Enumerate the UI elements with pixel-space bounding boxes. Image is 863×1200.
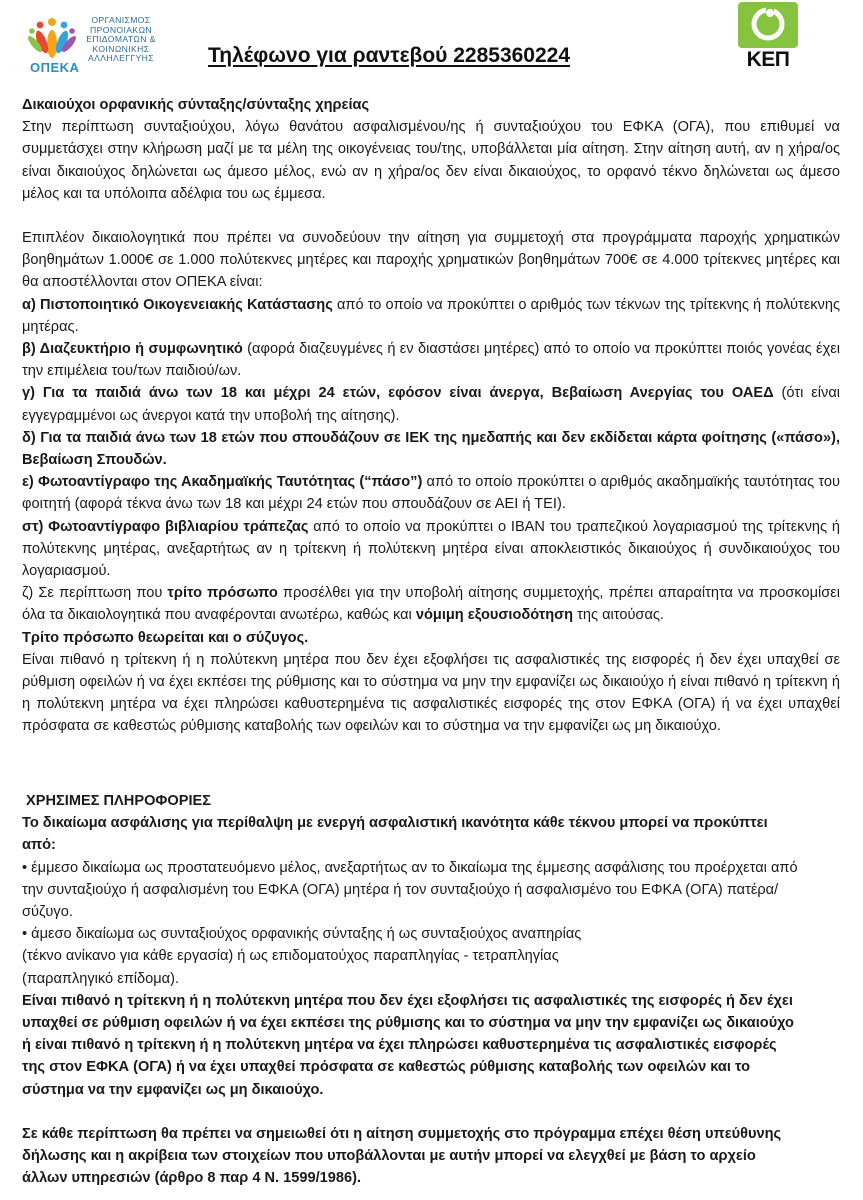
opeka-logo [28, 14, 168, 74]
requirement-b [22, 338, 840, 382]
opeka-org-line: ΠΡΟΝΟΙΑΚΩΝ [90, 24, 152, 35]
requirement-text: (ότι είναι εγγεγραμμένοι ως άνεργοι κατά την υποβολή της αίτησης). [22, 385, 840, 424]
requirement-c [22, 382, 840, 426]
emphasis: τρίτο πρόσωπο [167, 585, 278, 602]
requirement-title: α) Πιστοποιητικό Οικογενειακής Κατάστασης [22, 296, 333, 313]
final-note: Σε κάθε περίπτωση θα πρέπει να σημειωθεί ότι η αίτηση συμμετοχής στο πρόγραμμα επέχει θέση υπεύθυνης δήλωσης και η ακρίβεια των στοιχείων που υποβάλλονται με αυτήν μπορεί να ελεγχθεί με βάση το αρχείο άλλων υπηρεσιών (άρθρο 8 παρ 4 Ν. 1599/1986). [22, 1125, 782, 1187]
opeka-org-name [78, 16, 164, 64]
useful-info-section [22, 790, 802, 1189]
paragraph: Επιπλέον δικαιολογητικά που πρέπει να συνοδεύουν την αίτηση για συμμετοχή στα προγράμματα παροχής χρηματικών βοηθημάτων 1.000€ σε 1.000 πολύτεκνες μητέρες και παροχής χρηματικών βοηθημάτων 700€ σε 4.000 τρίτεκνες μητέρες και θα αποστέλλονται στον ΟΠΕΚΑ είναι: [22, 230, 840, 291]
page-header [0, 0, 863, 90]
requirement-text: (αφορά διαζευγμένες ή εν διαστάσει μητέρες) από το οποίο να προκύπτει ποιός γονέας έχει την επιμέλεια του/των παιδιού/ων. [22, 341, 840, 380]
requirement-text: ζ) Σε περίπτωση που [22, 585, 168, 602]
requirement-title: γ) Για τα παιδιά άνω των 18 και μέχρι 24 ετών, εφόσον είναι άνεργα, Βεβαίωση Ανεργίας του ΟΑΕΔ [22, 385, 774, 402]
opeka-people-icon [28, 14, 76, 60]
requirement-a [22, 294, 840, 338]
kep-logo [738, 2, 802, 74]
opeka-org-line: ΕΠΙΔΟΜΑΤΩΝ & [86, 34, 156, 45]
opeka-org-line: ΚΟΙΝΩΝΙΚΗΣ [92, 43, 150, 54]
requirement-title: β) Διαζευκτήριο ή συμφωνητικό [22, 341, 243, 358]
kep-emblem-icon [738, 2, 798, 48]
warning-text: Είναι πιθανό η τρίτεκνη ή η πολύτεκνη μητέρα που δεν έχει εξοφλήσει τις ασφαλιστικές της εισφορές ή δεν έχει υπαχθεί σε ρύθμιση οφειλών ή να έχει εκπέσει της ρύθμισης και το σύστημα να μην την εμφανίζει ως δικαιούχο ή είναι πιθανό η τρίτεκνη ή η πολύτεκνη μητέρα να έχει πληρώσει καθυστερημένα τις ασφαλιστικές εισφορές της στον ΕΦΚΑ (ΟΓΑ) ή να έχει υπαχθεί πρόσφατα σε καθεστώς ρύθμισης καταβολής των οφειλών και το σύστημα να την εμφανίζει ως μη δικαιούχο. [22, 992, 794, 1098]
bullet-item-line: (τέκνο ανίκανο για κάθε εργασία) ή ως επιδοματούχος παραπληγίας - τετραπληγίας [22, 948, 559, 965]
opeka-name: ΟΠΕΚΑ [30, 60, 80, 75]
paragraph: Στην περίπτωση συνταξιούχου, λόγω θανάτου ασφαλισμένου/ης ή συνταξιούχου του ΕΦΚΑ (ΟΓΑ), που επιθυμεί να συμμετάσχει στην κλήρωση μαζί με τα μέλη της οικογένειας του/της, υποβάλλεται μία αίτηση. Στην αίτηση αυτή, αν η χήρα/ος είναι δικαιούχος δηλώνεται ως άμεσο μέλος, ενώ αν η χήρα/ος δεν είναι δικαιούχος, το ορφανό τέκνο δηλώνεται ως άμεσο μέλος και τα υπόλοιπα αδέλφια του ως έμμεσα. [22, 119, 840, 202]
kep-name: ΚΕΠ [746, 48, 790, 71]
requirement-text: από το οποίο προκύπτει ο αριθμός ακαδημαϊκής ταυτότητας του φοιτητή (αφορά τέκνα άνω των 18 και μέχρι 24 ετών που σπουδάζουν σε ΑΕΙ ή ΤΕΙ). [22, 474, 840, 513]
third-party-note: Τρίτο πρόσωπο θεωρείται και ο σύζυγος. [22, 629, 309, 646]
bullet-item: • άμεσο δικαίωμα ως συνταξιούχος ορφανικής σύνταξης ή ως συνταξιούχος αναπηρίας [22, 926, 582, 943]
requirement-title: ε) Φωτοαντίγραφο της Ακαδημαϊκής Ταυτότητας (“πάσο”) [22, 474, 423, 491]
appointment-phone-title: Τηλέφωνο για ραντεβού 2285360224 [208, 44, 571, 67]
requirement-st [22, 516, 840, 583]
section-heading: Δικαιούχοι ορφανικής σύνταξης/σύνταξης χηρείας [22, 97, 370, 113]
section-heading: ΧΡΗΣΙΜΕΣ ΠΛΗΡΟΦΟΡΙΕΣ [26, 793, 212, 809]
opeka-org-line: ΟΡΓΑΝΙΣΜΟΣ [91, 15, 151, 25]
requirement-text: της αιτούσας. [573, 607, 664, 624]
paragraph: Είναι πιθανό η τρίτεκνη ή η πολύτεκνη μητέρα που δεν έχει εξοφλήσει τις ασφαλιστικές της εισφορές ή δεν έχει υπαχθεί σε ρύθμιση οφειλών ή να έχει εκπέσει της ρύθμισης και το σύστημα να μην την εμφανίζει ως δικαιούχο ή είναι πιθανό η τρίτεκνη ή η πολύτεκνη μητέρα να έχει πληρώσει καθυστερημένα τις ασφαλιστικές εισφορές της στον ΕΦΚΑ (ΟΓΑ) ή να έχει υπαχθεί πρόσφατα σε καθεστώς ρύθμισης καταβολής των οφειλών και το σύστημα να την εμφανίζει ως μη δικαιούχο. [22, 651, 840, 735]
requirement-text: προσέλθει για την υποβολή αίτησης συμμετοχής, πρέπει απαραίτητα να προσκομίσει όλα τα δικαιολογητικά που αναφέρονται ανωτέρω, καθώς και [22, 585, 841, 624]
bullet-item-line: (παραπληγικό επίδομα). [22, 970, 180, 987]
intro-text: Το δικαίωμα ασφάλισης για περίθαλψη με ενεργή ασφαλιστική ικανότητα κάθε τέκνου μπορεί να προκύπτει από: [22, 815, 768, 854]
requirement-d: δ) Για τα παιδιά άνω των 18 ετών που σπουδάζουν σε ΙΕΚ της ημεδαπής και δεν εκδίδεται κάρτα φοίτησης («πάσο»), Βεβαίωση Σπουδών. [22, 429, 840, 469]
requirement-title: στ) Φωτοαντίγραφο βιβλιαρίου τράπεζας [22, 518, 309, 535]
requirement-e [22, 471, 840, 515]
emphasis: νόμιμη εξουσιοδότηση [415, 607, 574, 624]
opeka-org-line: ΑΛΛΗΛΕΓΓΥΗΣ [87, 53, 154, 64]
requirement-z [22, 582, 840, 626]
requirement-text: από το οποίο να προκύπτει ο αριθμός των τέκνων της τρίτεκνης ή πολύτεκνης μητέρας. [22, 296, 840, 335]
document-body [22, 94, 840, 738]
requirement-text: από το οποίο να προκύπτει ο IBAN του τραπεζικού λογαριασμού της τρίτεκνης ή πολύτεκνης μητέρας, ανεξαρτήτως αν η τρίτεκνη ή πολύτεκνη μητέρα είναι αποκλειστικός δικαιούχος ή συνδικαιούχος του λογαριασμού. [22, 518, 840, 580]
bullet-item: • έμμεσο δικαίωμα ως προστατευόμενο μέλος, ανεξαρτήτως αν το δικαίωμα της έμμεσης ασφάλισης του προέρχεται από την συνταξιούχο ή ασφαλισμένη του ΕΦΚΑ (ΟΓΑ) μητέρα ή τον συνταξιούχο ή ασφαλισμένο του ΕΦΚΑ (ΟΓΑ) πατέρα/σύζυγο. [22, 859, 798, 921]
